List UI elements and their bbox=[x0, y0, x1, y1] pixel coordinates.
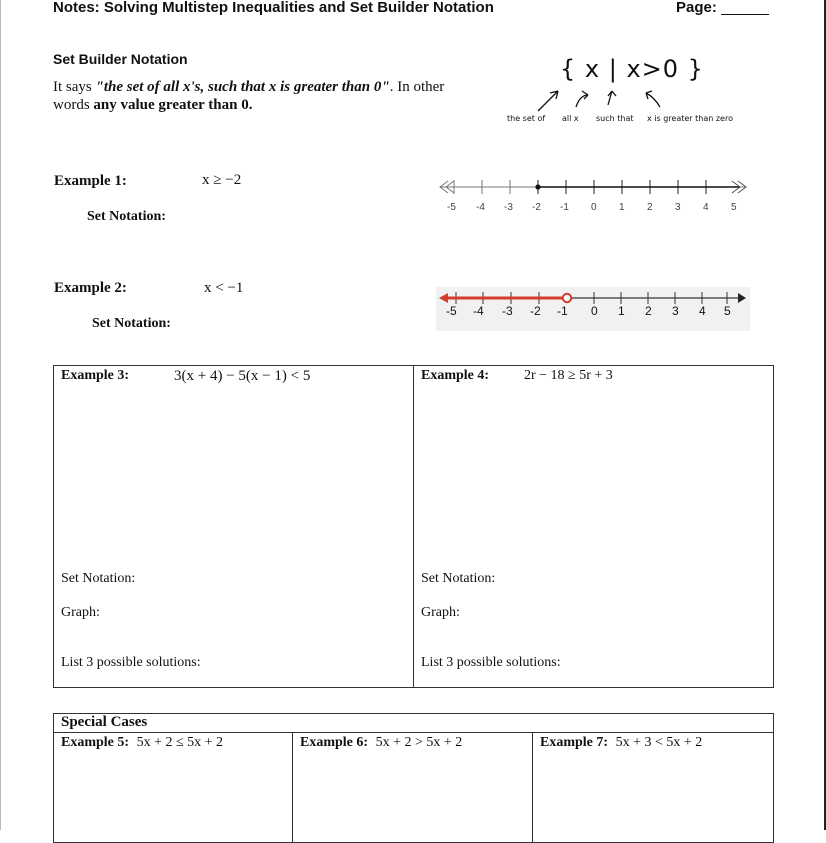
tick-label: 4 bbox=[703, 202, 709, 213]
arrow-greater-than bbox=[646, 91, 660, 107]
tick-label: -3 bbox=[504, 202, 513, 213]
example2-set-notation-label: Set Notation: bbox=[92, 316, 171, 331]
example3-set-notation-label: Set Notation: bbox=[61, 571, 136, 586]
example5 bbox=[61, 735, 223, 751]
tick-label: -4 bbox=[473, 304, 484, 318]
example4-solutions-label: List 3 possible solutions: bbox=[421, 655, 561, 670]
tick-label: 3 bbox=[675, 202, 681, 213]
desc-quote: "the set of all x's, such that x is greater than 0" bbox=[95, 79, 390, 95]
example2-tick-labels bbox=[446, 304, 746, 320]
example2-right-arrow bbox=[738, 293, 746, 303]
example4-inequality: 2r − 18 ≥ 5r + 3 bbox=[524, 368, 613, 383]
example3-inequality: 3(x + 4) − 5(x − 1) < 5 bbox=[174, 368, 311, 384]
example7 bbox=[540, 735, 702, 751]
tick-label: 2 bbox=[647, 202, 653, 213]
desc-line2-bold: any value greater than 0. bbox=[93, 97, 253, 113]
examples-3-4-divider bbox=[413, 365, 414, 688]
page-label: Page: bbox=[676, 0, 717, 16]
tick-label: 5 bbox=[731, 202, 737, 213]
tick-label: 0 bbox=[591, 304, 598, 318]
arrow-such-that bbox=[608, 91, 616, 105]
tick-label: -5 bbox=[446, 304, 457, 318]
page-number-blank[interactable] bbox=[721, 14, 769, 15]
tick-label: 5 bbox=[724, 304, 731, 318]
example5-label: Example 5: bbox=[61, 735, 130, 750]
example5-equation: 5x + 2 ≤ 5x + 2 bbox=[136, 735, 224, 750]
page-title: Notes: Solving Multistep Inequalities and Set Builder Notation bbox=[53, 0, 494, 16]
set-builder-heading: Set Builder Notation bbox=[53, 51, 188, 67]
label-such-that: such that bbox=[596, 114, 634, 123]
special-cases-divider-1 bbox=[292, 732, 293, 842]
example7-equation: 5x + 3 < 5x + 2 bbox=[615, 735, 703, 750]
desc-mid: . In other bbox=[389, 79, 445, 95]
tick-label: 1 bbox=[618, 304, 625, 318]
tick-label: 4 bbox=[699, 304, 706, 318]
special-cases-divider-2 bbox=[532, 732, 533, 842]
annotation-arrows bbox=[500, 85, 760, 115]
example4-graph-label: Graph: bbox=[421, 605, 460, 620]
tick-label: -1 bbox=[560, 202, 569, 213]
example2-label: Example 2: bbox=[54, 280, 127, 296]
example1-number-line bbox=[436, 176, 752, 198]
example6 bbox=[300, 735, 462, 751]
example6-equation: 5x + 2 > 5x + 2 bbox=[375, 735, 463, 750]
example7-label: Example 7: bbox=[540, 735, 609, 750]
label-greater-than-zero: x is greater than zero bbox=[647, 114, 733, 123]
special-cases-header-rule bbox=[53, 732, 774, 733]
set-builder-description-line2 bbox=[53, 97, 252, 114]
arrow-set-of bbox=[538, 91, 558, 111]
label-set-of: the set of bbox=[507, 114, 546, 123]
special-cases-heading: Special Cases bbox=[61, 714, 148, 730]
example1-tick-labels bbox=[447, 202, 757, 216]
example2-open-dot bbox=[563, 294, 571, 302]
page-edge-left bbox=[0, 0, 1, 830]
tick-label: 1 bbox=[619, 202, 625, 213]
example1-set-notation-label: Set Notation: bbox=[87, 209, 166, 224]
example2-left-arrow bbox=[439, 293, 448, 303]
tick-label: -2 bbox=[532, 202, 541, 213]
tick-label: 3 bbox=[672, 304, 679, 318]
example1-label: Example 1: bbox=[54, 173, 127, 189]
tick-label: 0 bbox=[591, 202, 597, 213]
tick-label: -5 bbox=[447, 202, 456, 213]
example4-label: Example 4: bbox=[421, 368, 490, 383]
example1-closed-dot bbox=[535, 184, 540, 189]
example3-label: Example 3: bbox=[61, 368, 130, 383]
arrow-all-x bbox=[576, 91, 588, 107]
set-notation-example: { x | x>0 } bbox=[560, 55, 704, 83]
example6-label: Example 6: bbox=[300, 735, 369, 750]
example2-inequality: x < −1 bbox=[204, 280, 244, 296]
desc-line2-prefix: words bbox=[53, 97, 94, 113]
tick-label: -1 bbox=[557, 304, 568, 318]
tick-label: 2 bbox=[645, 304, 652, 318]
example3-graph-label: Graph: bbox=[61, 605, 100, 620]
label-all-x: all x bbox=[562, 114, 579, 123]
example3-solutions-label: List 3 possible solutions: bbox=[61, 655, 201, 670]
set-builder-description-line1 bbox=[53, 79, 444, 96]
tick-label: -3 bbox=[502, 304, 513, 318]
tick-label: -2 bbox=[530, 304, 541, 318]
desc-prefix: It says bbox=[53, 79, 96, 95]
tick-label: -4 bbox=[476, 202, 485, 213]
example1-inequality: x ≥ −2 bbox=[202, 172, 242, 188]
example4-set-notation-label: Set Notation: bbox=[421, 571, 496, 586]
